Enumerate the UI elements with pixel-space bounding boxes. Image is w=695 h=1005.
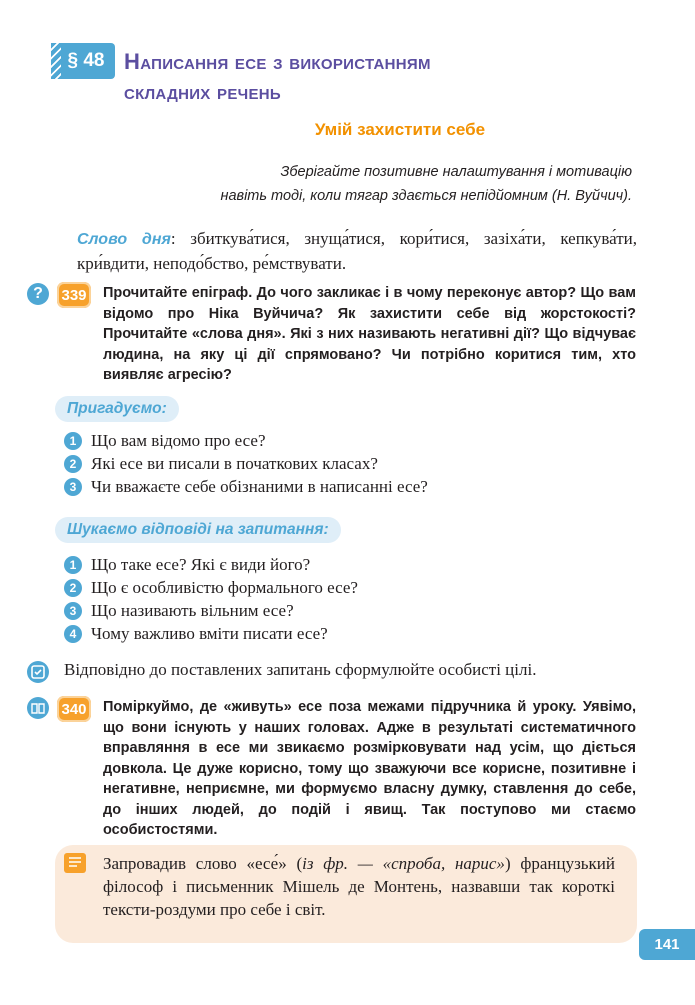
note-icon xyxy=(64,853,86,873)
page-subtitle: Умій захистити себе xyxy=(314,120,486,139)
recall-label: Пригадуємо: xyxy=(55,396,179,422)
section-badge xyxy=(57,43,115,79)
exercise-number-339: 339 xyxy=(57,282,91,308)
search-label: Шукаємо відповіді на запитання: xyxy=(55,517,341,543)
title-line-1: Написання есе з використанням xyxy=(124,49,431,74)
list-item xyxy=(64,475,428,498)
word-of-day-label: Слово дня xyxy=(77,231,171,248)
note-text-italic: із фр. — «спроба, нарис» xyxy=(302,854,505,873)
book-icon xyxy=(27,697,49,719)
epigraph-line-2: навіть тоді, коли тягар здається непідйомним (Н. Вуйчич). xyxy=(220,188,632,204)
page-number: 141 xyxy=(639,929,695,960)
title-line-2: складних речень xyxy=(124,79,281,104)
list-item xyxy=(64,553,358,576)
exercise-number-340: 340 xyxy=(57,696,91,722)
exercise-340-text: Поміркуймо, де «живуть» есе поза межами підручника й уроку. Уявімо, що вони існують у наших головах. Адже в результаті систематичного вправляння в есе ми звикаємо розмірковувати над усім, що діється довкола. Це дуже корисно, тому що зважуючи все корисне, позитивне і негативне, неприємне, ми формуємо власну думку, ставлення до себе, до інших людей, до подій і явищ. Так поступово ми стаємо особистостями. xyxy=(103,699,636,838)
item-number: 2 xyxy=(64,455,82,473)
word-of-day xyxy=(77,227,637,276)
item-number: 1 xyxy=(64,556,82,574)
item-number: 4 xyxy=(64,625,82,643)
note-text xyxy=(103,852,615,921)
item-number: 1 xyxy=(64,432,82,450)
item-number: 3 xyxy=(64,478,82,496)
goals-text: Відповідно до поставлених запитань сформулюйте особисті цілі. xyxy=(64,660,537,679)
badge-stripe xyxy=(51,43,61,79)
list-item xyxy=(64,622,358,645)
epigraph-line-1: Зберігайте позитивне налаштування і мотивацію xyxy=(280,164,632,180)
goals-icon xyxy=(27,661,49,683)
epigraph xyxy=(212,160,632,208)
item-text: Які есе ви писали в початкових класах? xyxy=(91,453,378,473)
word-of-day-text: : збиткува́тися, знуща́тися, кори́тися, зазіха́ти, кепкува́ти, кри́вдити, неподо́бство, ре́мствувати. xyxy=(77,229,638,273)
list-item xyxy=(64,452,428,475)
search-list xyxy=(64,553,358,645)
item-text: Чому важливо вміти писати есе? xyxy=(91,623,328,643)
item-text: Чи вважаєте себе обізнаними в написанні есе? xyxy=(91,476,428,496)
item-number: 3 xyxy=(64,602,82,620)
exercise-339-text: Прочитайте епіграф. До чого закликає і в чому переконує автор? Що вам відомо про Ніка Вуйчича? Як захистити себе від жорстокості? Прочитайте «слова дня». Які з них називають негативні дії? Що відчуває людина, на яку ці дії спрямовано? Чи потрібно коритися тим, хто виявляє агресію? xyxy=(103,285,636,383)
item-number: 2 xyxy=(64,579,82,597)
note-text-part-1: Запровадив слово «есе́» ( xyxy=(103,854,303,873)
question-icon: ? xyxy=(27,283,49,305)
item-text: Що називають вільним есе? xyxy=(91,600,294,620)
recall-list xyxy=(64,429,428,498)
item-text: Що таке есе? Які є види його? xyxy=(91,554,311,574)
page-title xyxy=(124,47,644,107)
list-item xyxy=(64,429,428,452)
list-item xyxy=(64,576,358,599)
section-number: § 48 xyxy=(67,50,105,71)
item-text: Що вам відомо про есе? xyxy=(91,430,266,450)
note-text-part-2: ) французький філософ і письменник Мішель де Монтень, назвавши так короткі тексти-роздуми про себе і світ. xyxy=(103,854,616,919)
item-text: Що є особливістю формального есе? xyxy=(91,577,358,597)
list-item xyxy=(64,599,358,622)
